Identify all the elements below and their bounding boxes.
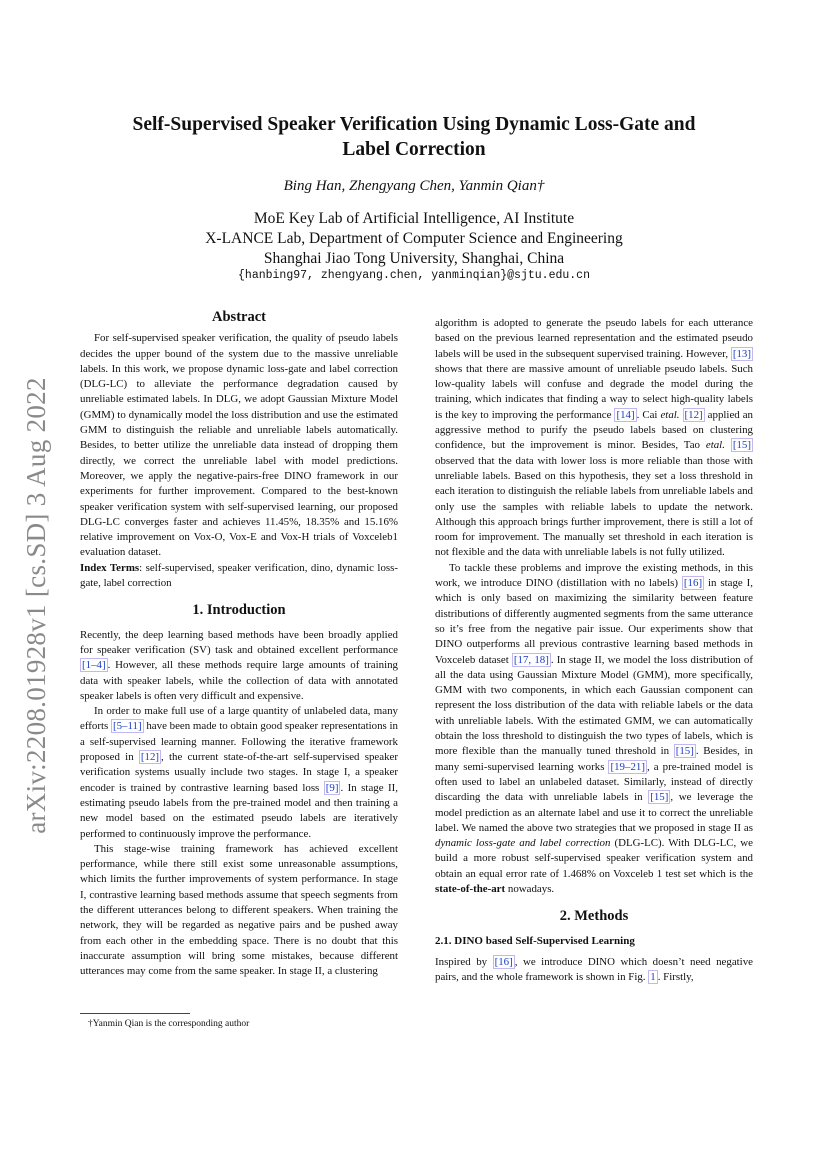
arxiv-identifier-stamp <box>6 360 66 850</box>
footnote: †Yanmin Qian is the corresponding author <box>88 1019 250 1029</box>
citation-link[interactable]: [9] <box>325 781 339 794</box>
citation-link[interactable]: [19–21] <box>610 760 645 773</box>
intro-paragraph: Recently, the deep learning based methods have been broadly applied for speaker verification (SV) task and obtained excellent performance [1–4] . However, all these methods require large amounts of training data with speaker labels, while the collection of data with annotated speaker labels is often very difficult and expensive. <box>80 628 398 702</box>
citation-link[interactable]: [15] <box>732 439 751 452</box>
citation-link[interactable]: [14] <box>616 408 635 421</box>
citation-link[interactable]: [5–11] <box>112 720 142 733</box>
arxiv-id-text: arXiv:2208.01928v1 [cs.SD] 3 Aug 2022 <box>20 376 51 834</box>
citation-link[interactable]: [16] <box>683 577 703 590</box>
left-column <box>80 310 398 979</box>
affiliation-line: Shanghai Jiao Tong University, Shanghai, China <box>263 250 565 267</box>
right-column <box>435 316 753 985</box>
index-terms <box>80 561 398 592</box>
author-list: Bing Han, Zhengyang Chen, Yanmin Qian† <box>283 178 545 194</box>
abstract-text: For self-supervised speaker verification, the quality of pseudo labels decides the upper bound of the system due to the massive unreliable labels. In this work, we propose dynamic loss-gate and label correction (DLG-LC) to alleviate the performance degradation caused by unreliable estimated labels. In DLG, we adopt Gaussian Mixture Model (GMM) to dynamically model the loss distribution and use the estimated GMM to distinguish the reliable and unreliable labels automatically. Besides, to better utilize the unreliable data instead of dropping them directly, we correct the unreliable label with model predictions. Moreover, we apply the negative-pairs-free DINO framework in our experiments for further improvement. Compared to the best-known speaker verification system with self-supervised learning, our proposed DLG-LC converges faster and achieves 11.45%, 18.35% and 15.16% relative improvement on Vox-O, Vox-E and Vox-H trials of Voxceleb1 evaluation dataset. <box>80 332 398 559</box>
figure-link[interactable]: 1 <box>650 971 656 984</box>
subsection-heading: 2.1. DINO based Self-Supervised Learning <box>435 934 635 947</box>
citation-link[interactable]: [12] <box>140 751 160 764</box>
intro-paragraph: This stage-wise training framework has achieved excellent performance, while there still exist some unreasonable assumptions, which limits the further improvements of system performance. In stage I, contrastive learning based methods assume that speech segments from the different utterances belong to different speakers. When training the network, they will be regarded as negative pairs and be pushed away from each other in the embedding space. There is no doubt that this inaccurate assumption will bring some mistakes, because different utterances may come from the same speaker. In stage II, a clustering <box>80 842 398 978</box>
citation-link[interactable]: [17, 18] <box>513 653 549 666</box>
author-emails: {hanbing97, zhengyang.chen, yanminqian}@sjtu.edu.cn <box>238 269 590 282</box>
index-terms-text: : self-supervised, speaker verification, dino, dynamic loss-gate, label correction <box>80 561 398 590</box>
affiliation-line: MoE Key Lab of Artificial Intelligence, AI Institute <box>253 210 575 227</box>
methods-heading: 2. Methods <box>559 908 629 925</box>
affiliation-block <box>90 209 738 269</box>
citation-link[interactable]: [1–4] <box>82 659 106 672</box>
introduction-heading: 1. Introduction <box>192 602 286 619</box>
intro-paragraph: In order to make full use of a large quantity of unlabeled data, many efforts [5–11] have been made to obtain good speaker representations in a self-supervised learning manner. Following the iterative framework proposed in [12] , the current state-of-the-art self-supervised speaker verification systems usually include two stages. In stage I, a speaker encoder is trained by contrastive learning based loss [9] . In stage II, estimating pseudo labels from the pre-trained model and then training a new model based on the estimated pseudo labels are iteratively performed to continuously improve the performance. <box>80 705 399 840</box>
footnote-divider <box>80 1013 190 1014</box>
citation-link[interactable]: [15] <box>650 791 669 804</box>
citation-link[interactable]: [12] <box>684 408 703 421</box>
body-paragraph: algorithm is adopted to generate the pseudo labels for each utterance based on the previous learned representation and the estimated pseudo labels will be used in the subsequent supervised training. However, [13] shows that there are massive amount of unreliable pseudo labels. Such low-quality labels will confuse and degrade the model during the training, which indicates that finding a way to select high-quality labels is the key to improving the performance [14] . Cai etal. [12] applied an aggressive method to purify the pseudo labels based on clustering confidence, but the improvement is minor. Besides, Tao etal. [15] observed that the data with lower loss is more reliable than those with unreliable labels. Based on this hypothesis, they set a loss threshold in each iteration to distinguish the reliable labels from unreliable labels and only use the samples with reliable labels to update the network. Although this approach brings further improvement, there is still a lot of room for improvement. The manually set threshold in each iteration is not flexible and the data with unreliable labels is not fully utilized. <box>435 317 753 559</box>
citation-link[interactable]: [15] <box>675 745 694 758</box>
title-line-2: Label Correction <box>342 139 486 160</box>
index-terms-label: Index Terms <box>80 561 140 574</box>
title-line-1: Self-Supervised Speaker Verification Using Dynamic Loss-Gate and <box>132 114 696 135</box>
paper-title <box>90 112 738 162</box>
body-paragraph: To tackle these problems and improve the existing methods, in this work, we introduce DINO (distillation with no labels) [16] in stage I, which is only based on maximizing the similarity between feature distributions of differently augmented segments from the same utterance so it’s free from the negative pair issue. Our experiments show that DINO outperforms all previous contrastive learning based methods in Voxceleb dataset [17, 18] . In stage II, we model the loss distribution of all the data using Gaussian Mixture Model (GMM), more specifically, GMM with two components, in which each Gaussian component can represent the loss distribution of the data with reliable labels or the data with unreliable labels. With the estimated GMM, we can automatically obtain the loss threshold to distinguish the two types of labels, which is more flexible than the manually tuned threshold in [15] . Besides, in many semi-supervised learning works [19–21] , a pre-trained model is often used to label an unlabeled dataset. Similarly, instead of directly discarding the data with unreliable labels in [15] , we leverage the model prediction as an alternate label and use it to correct the unreliable label. We named the above two strategies that we proposed in stage II as dynamic loss-gate and label correction (DLG-LC). With DLG-LC, we build a more robust self-supervised speaker verification system and obtain an equal error rate of 1.468% on Voxceleb 1 test set which is the state-of-the-art nowadays. <box>435 561 753 895</box>
citation-link[interactable]: [13] <box>732 347 751 360</box>
abstract-heading: Abstract <box>212 309 266 325</box>
methods-paragraph: Inspired by [16] , we introduce DINO which doesn’t need negative pairs, and the whole framework is shown in Fig. 1 . Firstly, <box>435 955 753 984</box>
affiliation-line: X-LANCE Lab, Department of Computer Science and Engineering <box>205 230 623 247</box>
citation-link[interactable]: [16] <box>494 955 513 968</box>
